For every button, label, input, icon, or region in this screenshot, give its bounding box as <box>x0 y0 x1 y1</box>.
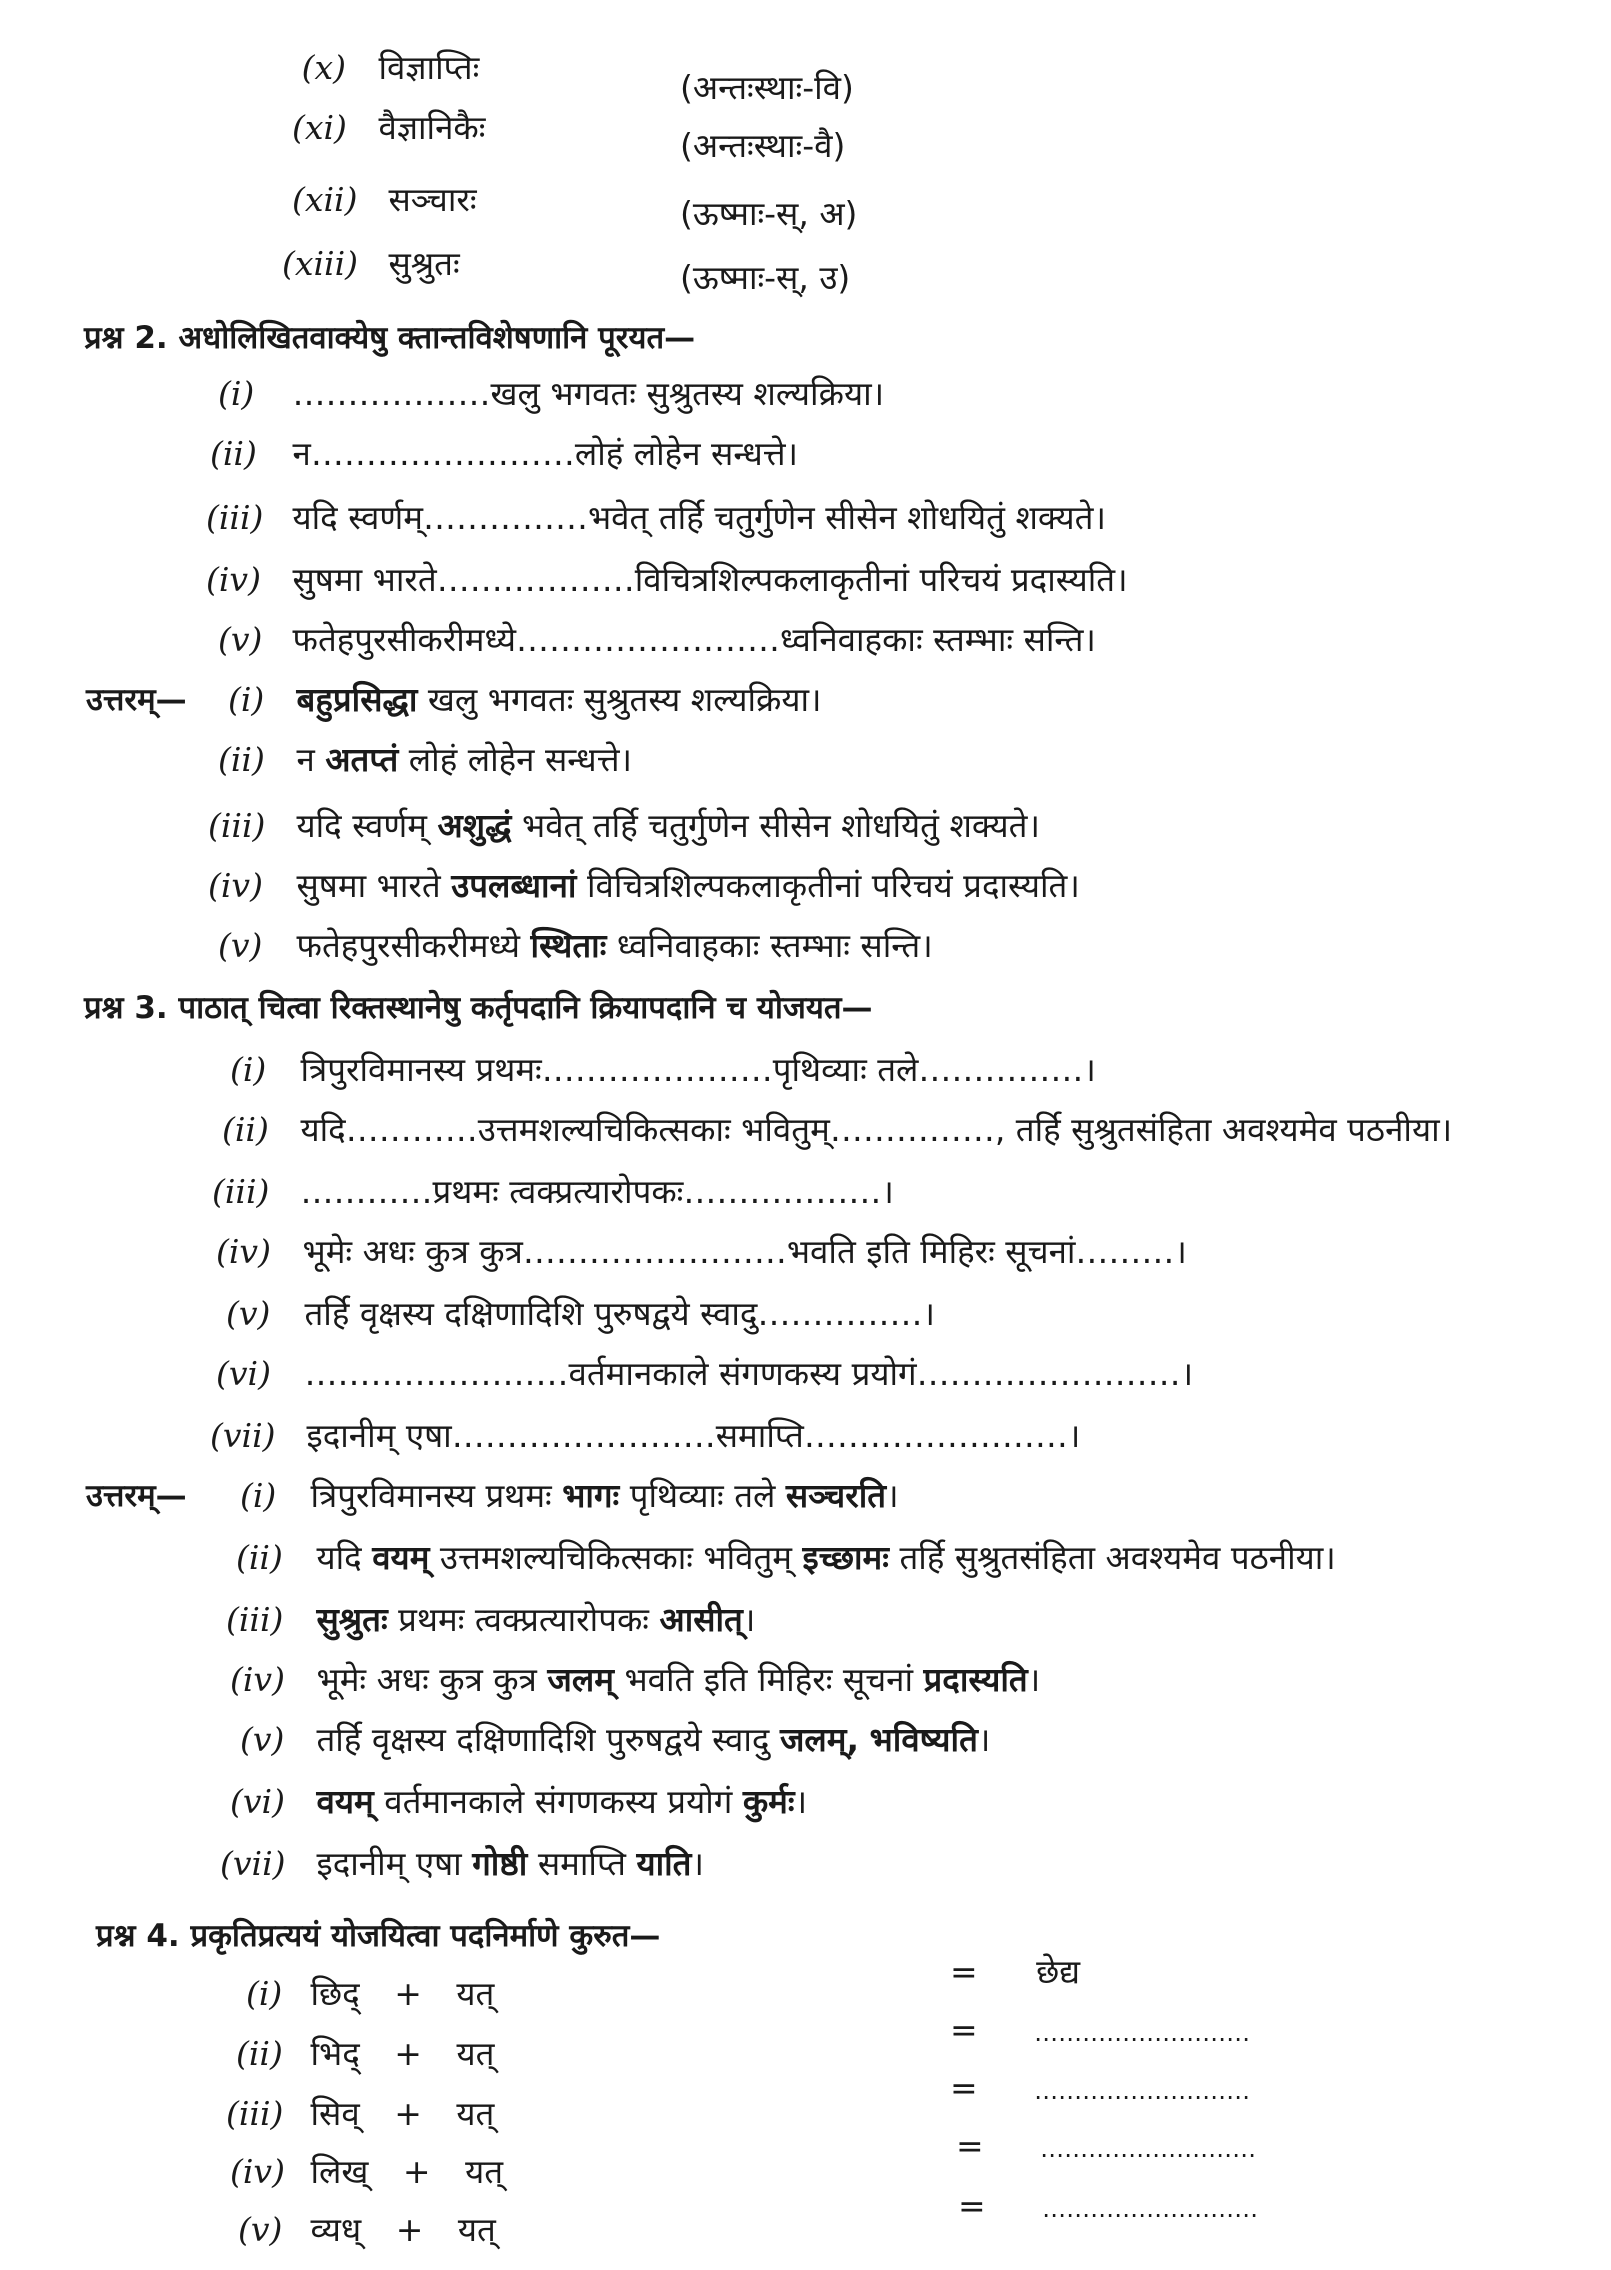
answer-item <box>218 924 933 968</box>
item-number: (vii) <box>220 1844 286 1883</box>
item-note: (ऊष्माः-स्, उ) <box>680 258 851 297</box>
item-number: (vi) <box>216 1354 271 1393</box>
item-text: भूमेः अधः कुत्र कुत्र……………………भवति इति मिहिरः सूचनां………। <box>302 1232 1187 1271</box>
root-text: भिद् <box>310 2034 360 2073</box>
item-number: (iii) <box>208 806 266 845</box>
answer-word: कुर्मः <box>742 1782 795 1821</box>
item-note: (अन्तःस्थाः-वि) <box>680 68 854 107</box>
answer-text: भवेत् तर्हि चतुर्गुणेन सीसेन शोधयितुं शक्यते। <box>511 806 1041 845</box>
answer-word: सञ्चरति <box>785 1476 887 1515</box>
answer-item <box>230 1780 807 1824</box>
list-item <box>212 1170 894 1214</box>
root-text: लिख् <box>310 2152 369 2191</box>
item-number: (iv) <box>206 560 261 599</box>
answer-item <box>218 738 632 782</box>
plus-sign: + <box>395 2210 424 2249</box>
plus-sign: + <box>394 1974 422 2013</box>
answer-text: भूमेः अधः कुत्र कुत्र <box>316 1660 548 1699</box>
equals-sign: = <box>956 2126 984 2165</box>
item-text: भवेत् तर्हि चतुर्गुणेन सीसेन शोधयितुं शक्यते। <box>587 498 1106 537</box>
answer-item <box>220 1842 704 1886</box>
result-blank: ……………………… <box>1034 2077 1251 2105</box>
item-word: वैज्ञानिकैः <box>378 108 486 147</box>
item-number: (v) <box>240 1720 285 1759</box>
answer-word: स्थिताः <box>530 926 607 965</box>
item-number: (v) <box>226 1294 271 1333</box>
answer-word: भागः <box>562 1476 620 1515</box>
formation-row <box>236 2032 494 2076</box>
answer-text: भवति इति मिहिरः सूचनां <box>613 1660 924 1699</box>
formation-row <box>226 2092 494 2136</box>
answer-word: जलम्, <box>779 1720 860 1759</box>
item-number: (xii) <box>292 180 358 219</box>
answer-text: । <box>691 1844 704 1883</box>
list-item <box>216 1352 1193 1396</box>
answer-item <box>208 864 1080 908</box>
answer-word: उपलब्धानां <box>451 866 577 905</box>
answer-item <box>228 678 822 722</box>
suffix-text: यत् <box>456 1974 495 2013</box>
answer-word: प्रदास्यति <box>923 1660 1028 1699</box>
root-text: छिद् <box>310 1974 360 2013</box>
equals-sign: = <box>950 1952 978 1991</box>
item-number: (ii) <box>236 2034 283 2073</box>
item-number: (i) <box>246 1974 283 2013</box>
item-number: (i) <box>230 1050 267 1089</box>
blank-text: न…………………… <box>292 434 575 473</box>
root-text: व्यध् <box>310 2210 362 2249</box>
result-row <box>956 2124 1256 2171</box>
item-text: इदानीम् एषा……………………समाप्ति……………………। <box>306 1416 1081 1455</box>
blank-text: फतेहपुरसीकरीमध्ये…………………… <box>292 620 781 659</box>
item-text: ध्वनिवाहकाः स्तम्भाः सन्ति। <box>780 620 1096 659</box>
answer-item <box>236 1536 1336 1580</box>
item-number: (vii) <box>210 1416 276 1455</box>
answer-word: आसीत् <box>659 1600 743 1639</box>
answer-text: पृथिव्याः तले <box>619 1476 786 1515</box>
result-row <box>958 2184 1258 2231</box>
answer-text: फतेहपुरसीकरीमध्ये <box>296 926 531 965</box>
result-row <box>950 1950 1080 1994</box>
answer-word: अशुद्धं <box>437 806 512 845</box>
suffix-text: यत् <box>457 2210 496 2249</box>
intro-item <box>292 178 477 222</box>
answer-text <box>859 1720 870 1759</box>
list-item <box>230 1048 1096 1092</box>
intro-item <box>292 106 485 150</box>
item-number: (v) <box>238 2210 283 2249</box>
answer-text: यदि स्वर्णम् <box>296 806 438 845</box>
list-item <box>218 372 884 416</box>
item-number: (ii) <box>218 740 265 779</box>
result-text: छेद्य <box>1036 1952 1081 1991</box>
item-number: (i) <box>228 680 265 719</box>
list-item <box>206 496 1106 540</box>
answer-text: इदानीम् एषा <box>316 1844 473 1883</box>
item-number: (v) <box>218 926 263 965</box>
item-number: (iv) <box>230 2152 285 2191</box>
list-item <box>226 1292 935 1336</box>
result-row <box>950 2066 1250 2113</box>
item-number: (xi) <box>292 108 347 147</box>
item-text: तर्हि वृक्षस्य दक्षिणादिशि पुरुषद्वये स्वादु……………। <box>304 1294 935 1333</box>
answer-word: बहुप्रसिद्धा <box>296 680 418 719</box>
answer-text: न <box>296 740 326 779</box>
item-number: (iii) <box>212 1172 270 1211</box>
list-item <box>210 1414 1080 1458</box>
item-number: (iv) <box>230 1660 285 1699</box>
answer-text: प्रथमः त्वक्प्रत्यारोपकः <box>387 1600 660 1639</box>
intro-item <box>300 46 479 90</box>
item-number: (ii) <box>222 1110 269 1149</box>
answer-label: उत्तरम्— <box>86 1478 187 1514</box>
equals-sign: = <box>950 2068 978 2107</box>
answer-text: । <box>1027 1660 1041 1699</box>
answer-text: खलु भगवतः सुश्रुतस्य शल्यक्रिया। <box>417 680 822 719</box>
answer-text: त्रिपुरविमानस्य प्रथमः <box>310 1476 563 1515</box>
answer-text: । <box>886 1476 899 1515</box>
answer-text: तर्हि वृक्षस्य दक्षिणादिशि पुरुषद्वये स्वादु <box>316 1720 780 1759</box>
answer-text: वर्तमानकाले संगणकस्य प्रयोगं <box>373 1782 743 1821</box>
formation-row <box>246 1972 494 2016</box>
item-number: (x) <box>301 48 346 87</box>
item-text: यदि…………उत्तमशल्यचिकित्सकाः भवितुम्……………, तर्हि सुश्रुतसंहिता अवश्यमेव पठनीया। <box>300 1110 1453 1149</box>
answer-item <box>240 1474 899 1518</box>
list-item <box>222 1108 1452 1152</box>
answer-word: सुश्रुतः <box>316 1600 388 1639</box>
item-number: (xiii) <box>282 244 359 283</box>
formation-row <box>230 2150 503 2194</box>
answer-word: अतप्तं <box>325 740 399 779</box>
question-2-heading: प्रश्न 2. अधोलिखितवाक्येषु क्तान्तविशेषणानि पूरयत— <box>84 320 696 356</box>
intro-item <box>282 242 460 286</box>
item-number: (i) <box>218 374 255 413</box>
item-number: (iv) <box>208 866 263 905</box>
answer-text: यदि <box>316 1538 373 1577</box>
plus-sign: + <box>402 2152 431 2191</box>
answer-text: उत्तमशल्यचिकित्सकाः भवितुम् <box>429 1538 803 1577</box>
formation-row <box>238 2208 496 2252</box>
item-number: (iv) <box>216 1232 271 1271</box>
list-item <box>210 432 798 476</box>
blank-text: सुषमा भारते……………… <box>292 560 635 599</box>
answer-text: । <box>794 1782 808 1821</box>
item-text: त्रिपुरविमानस्य प्रथमः…………………पृथिव्याः तले……………। <box>300 1050 1096 1089</box>
answer-word: भविष्यति <box>869 1720 978 1759</box>
result-blank: ……………………… <box>1042 2195 1259 2223</box>
item-number: (ii) <box>236 1538 283 1577</box>
item-number: (iii) <box>226 2094 284 2133</box>
answer-text: । <box>977 1720 991 1759</box>
answer-word: वयम् <box>372 1538 430 1577</box>
item-number: (v) <box>218 620 263 659</box>
item-text: विचित्रशिल्पकलाकृतीनां परिचयं प्रदास्यति। <box>634 560 1128 599</box>
suffix-text: यत् <box>465 2152 504 2191</box>
question-3-heading: प्रश्न 3. पाठात् चित्वा रिक्तस्थानेषु कर्तृपदानि क्रियापदानि च योजयत— <box>84 990 873 1026</box>
answer-item <box>226 1598 755 1642</box>
answer-text: सुषमा भारते <box>296 866 452 905</box>
answer-word: इच्छामः <box>802 1538 889 1577</box>
answer-item <box>208 804 1040 848</box>
item-word: विज्ञाप्तिः <box>378 48 480 87</box>
list-item <box>206 558 1128 602</box>
answer-item <box>240 1718 990 1762</box>
answer-text: ध्वनिवाहकाः स्तम्भाः सन्ति। <box>606 926 933 965</box>
answer-word: वयम् <box>316 1782 374 1821</box>
root-text: सिव् <box>310 2094 360 2133</box>
answer-item <box>230 1658 1040 1702</box>
list-item <box>216 1230 1187 1274</box>
item-text: …………प्रथमः त्वक्प्रत्यारोपकः………………। <box>300 1172 894 1211</box>
answer-text: । <box>742 1600 756 1639</box>
question-4-heading: प्रश्न 4. प्रकृतिप्रत्ययं योजयित्वा पदनिर्माणे कुरुत— <box>96 1918 661 1954</box>
item-text: खलु भगवतः सुश्रुतस्य शल्यक्रिया। <box>490 374 885 413</box>
answer-label: उत्तरम्— <box>86 682 187 718</box>
item-number: (vi) <box>230 1782 285 1821</box>
item-word: सुश्रुतः <box>388 244 460 283</box>
suffix-text: यत् <box>456 2034 495 2073</box>
item-note: (ऊष्माः-स्, अ) <box>680 194 858 233</box>
equals-sign: = <box>950 2010 978 2049</box>
answer-text: विचित्रशिल्पकलाकृतीनां परिचयं प्रदास्यति। <box>576 866 1080 905</box>
item-number: (ii) <box>210 434 257 473</box>
item-word: सञ्चारः <box>388 180 477 219</box>
answer-word: याति <box>636 1844 692 1883</box>
result-blank: ……………………… <box>1034 2019 1251 2047</box>
item-number: (iii) <box>206 498 264 537</box>
answer-text: समाप्ति <box>527 1844 637 1883</box>
answer-word: जलम् <box>547 1660 614 1699</box>
suffix-text: यत् <box>456 2094 495 2133</box>
equals-sign: = <box>958 2186 986 2225</box>
plus-sign: + <box>394 2094 422 2133</box>
plus-sign: + <box>394 2034 422 2073</box>
list-item <box>218 618 1096 662</box>
item-text: लोहं लोहेन सन्धत्ते। <box>574 434 799 473</box>
blank-text: ……………… <box>292 374 491 413</box>
answer-text: तर्हि सुश्रुतसंहिता अवश्यमेव पठनीया। <box>888 1538 1336 1577</box>
result-blank: ……………………… <box>1040 2135 1257 2163</box>
answer-word: गोष्ठी <box>472 1844 528 1883</box>
item-number: (iii) <box>226 1600 284 1639</box>
item-note: (अन्तःस्थाः-वै) <box>680 126 846 165</box>
result-row <box>950 2008 1250 2055</box>
answer-text: लोहं लोहेन सन्धत्ते। <box>398 740 633 779</box>
item-number: (i) <box>240 1476 277 1515</box>
item-text: ……………………वर्तमानकाले संगणकस्य प्रयोगं……………………। <box>304 1354 1194 1393</box>
blank-text: यदि स्वर्णम्…………… <box>292 498 588 537</box>
